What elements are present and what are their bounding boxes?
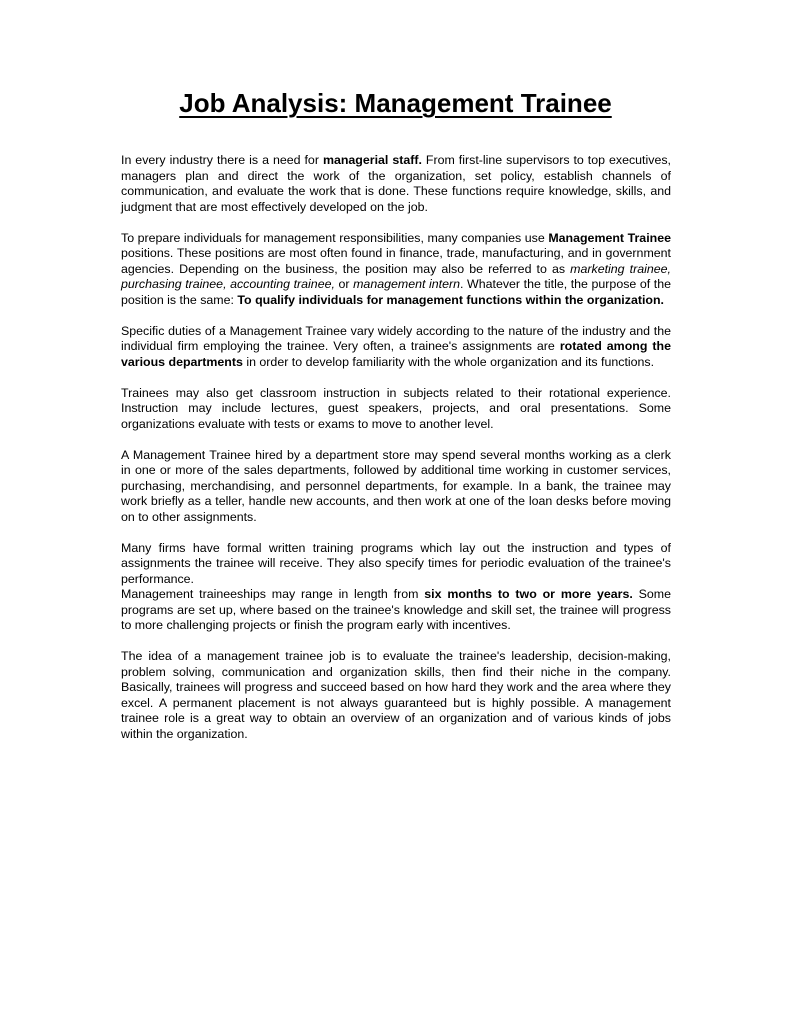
paragraph-duties <box>121 324 671 371</box>
paragraph-intro <box>121 153 671 215</box>
text-run: Some programs are set up, where based on the trainee's knowledge and skill set, the trainee will progress to more challenging projects or finish the program early with incentives. <box>121 587 672 632</box>
document-body <box>121 153 671 758</box>
text-run: six months to two or more years. <box>424 587 633 601</box>
text-run: . Whatever the title, the purpose of the position is the same: <box>121 277 672 307</box>
paragraph-preparation <box>121 231 671 309</box>
text-run: To prepare individuals for management responsibilities, many companies use <box>121 230 549 245</box>
text-run: management intern <box>353 277 461 291</box>
text-run: To qualify individuals for management functions within the organization. <box>237 292 664 307</box>
text-run: Trainees may also get classroom instruction in subjects related to their rotational experience. Instruction may include lectures, guest speakers, projects, and oral presentations. Some organizations evaluate with tests or exams to move to another level. <box>121 385 671 431</box>
text-run: In every industry there is a need for <box>121 153 323 167</box>
text-run: Specific duties of a Management Trainee vary widely according to the nature of the industry and the individual firm employing the trainee. Very often, a trainee's assignments are <box>121 323 671 353</box>
document-title: Job Analysis: Management Trainee <box>179 88 612 118</box>
paragraph-traineeship-length <box>121 587 671 634</box>
paragraph-training-programs <box>121 541 671 588</box>
text-run: Management traineeships may range in length from <box>121 587 425 601</box>
text-run: From first-line supervisors to top executives, managers plan and direct the work of the organization, set policy, establish channels of communication, and evaluate the work that is done. These functions require knowledge, skills, and judgment that are most effectively developed on the job. <box>121 153 671 214</box>
paragraph-examples <box>121 448 671 526</box>
text-run: Management Trainee <box>548 230 671 245</box>
paragraph-classroom <box>121 386 671 433</box>
text-run: rotated among the various departments <box>121 339 671 369</box>
text-run: A Management Trainee hired by a department store may spend several months working as a clerk in one or more of the sales departments, followed by additional time working in customer services, purchasing, merchandising, and personnel departments, for example. In a bank, the trainee may work briefly as a teller, handle new accounts, and then work at one of the loan desks before moving on to other assignments. <box>121 447 671 524</box>
text-run: managerial staff. <box>322 153 422 167</box>
text-run: or <box>334 277 354 291</box>
paragraph-idea <box>121 649 671 742</box>
text-run: positions. These positions are most often found in finance, trade, manufacturing, and in government agencies. Depending on the business, the position may also be referred to as <box>121 246 671 276</box>
text-run: Many firms have formal written training programs which lay out the instruction and types of assignments the trainee will receive. They also specify times for periodic evaluation of the trainee's performance. <box>121 540 671 586</box>
text-run: The idea of a management trainee job is to evaluate the trainee's leadership, decision-making, problem solving, communication and organization skills, then find their niche in the company. Basically, trainees will progress and succeed based on how hard they work and the area where they excel. A permanent placement is not always guaranteed but is highly possible. A management trainee role is a great way to obtain an overview of an organization and of various kinds of jobs within the organization. <box>121 649 671 741</box>
text-run: marketing trainee, purchasing trainee, accounting trainee, <box>121 261 671 291</box>
text-run: in order to develop familiarity with the whole organization and its functions. <box>242 354 655 369</box>
